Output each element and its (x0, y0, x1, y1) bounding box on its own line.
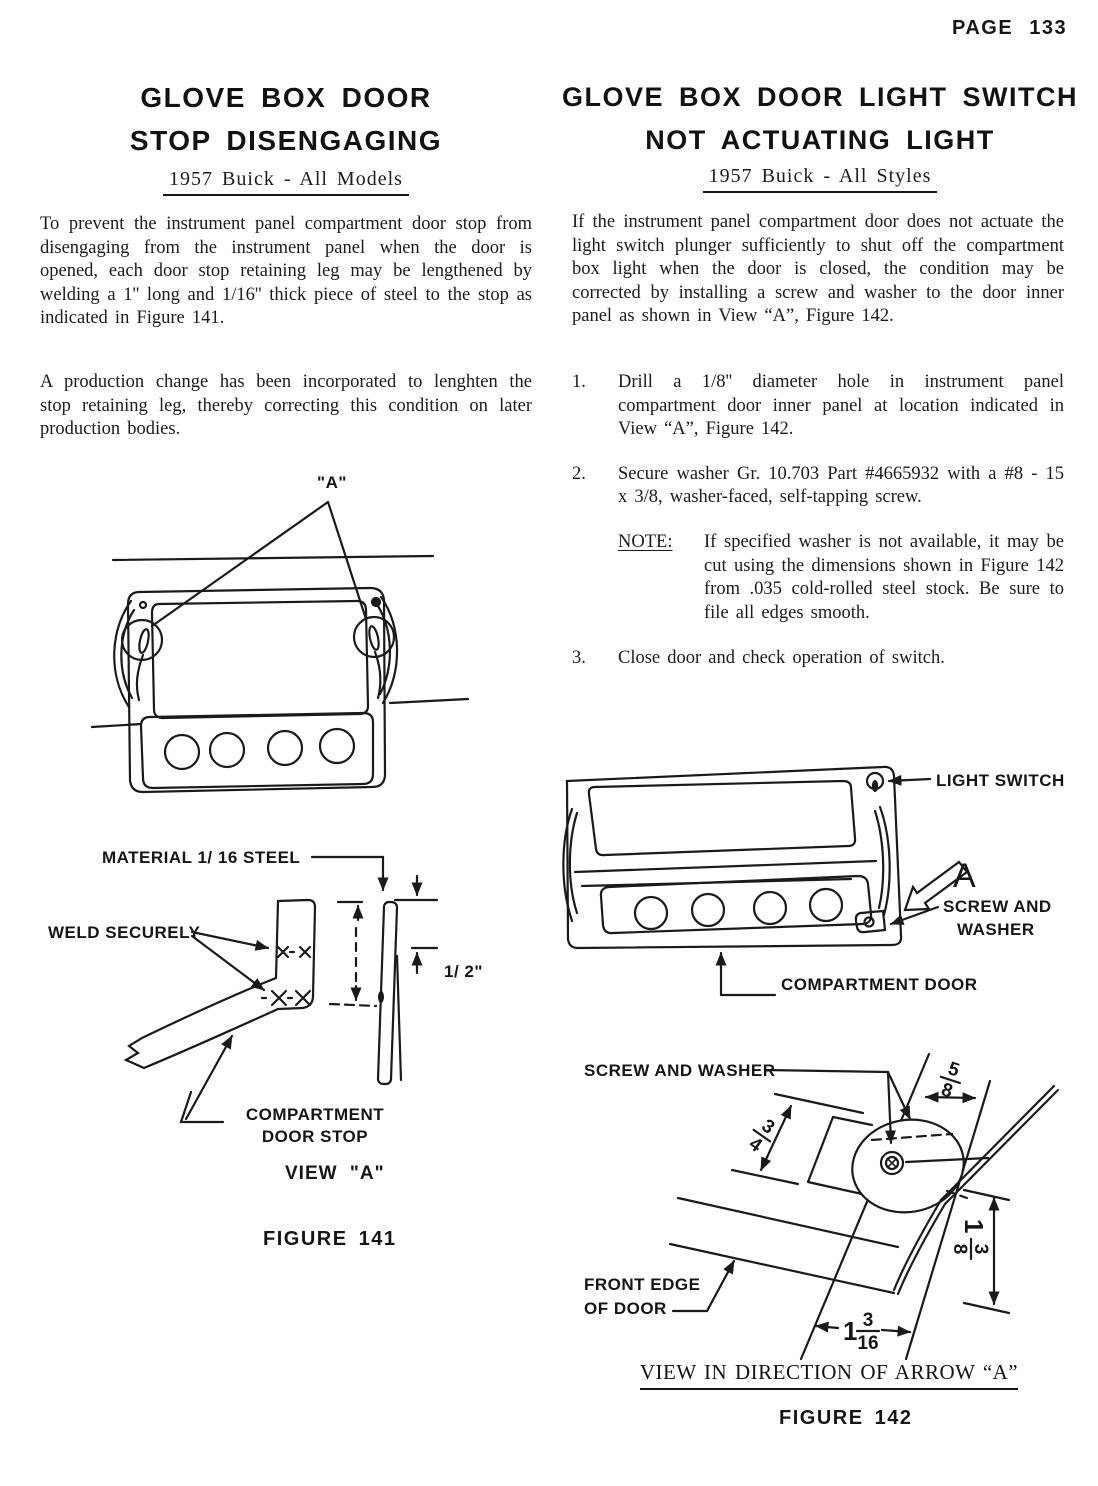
dimension-1-3-8 (949, 1219, 991, 1259)
step-1 (572, 371, 1064, 442)
left-title-line1: GLOVE BOX DOOR (140, 82, 432, 113)
figure-141-callout-a: "A" (317, 473, 347, 492)
right-title-line2: NOT ACTUATING LIGHT (645, 125, 995, 155)
dimension-1-3-16 (843, 1310, 879, 1354)
front-edge-label-line2: OF DOOR (584, 1299, 667, 1318)
right-intro-paragraph: If the instrument panel compartment door does not actuate the light switch plunger sufficiently to shut off the compartment box light when the door is closed, the condition may be corrected by installing a screw and washer to the door inner panel as shown in View “A”, Figure 142. (572, 212, 1064, 327)
svg-text:5: 5 (945, 1058, 962, 1082)
svg-text:3: 3 (862, 1310, 874, 1331)
arrow-a-label: A (953, 857, 976, 895)
screw-and-washer-label-line1: SCREW AND (943, 897, 1052, 916)
view-a-caption: VIEW "A" (285, 1163, 385, 1184)
right-article-title (556, 76, 1084, 162)
figure-141-linework (92, 502, 468, 792)
note-label: NOTE: (618, 531, 673, 552)
weld-securely-label: WELD SECURELY (48, 923, 201, 942)
figure-142-caption: FIGURE 142 (779, 1407, 913, 1429)
compartment-door-label: COMPARTMENT DOOR (781, 975, 978, 994)
compartment-door-stop-label-line2: DOOR STOP (261, 1127, 369, 1146)
svg-text:8: 8 (949, 1243, 970, 1255)
left-paragraph-2: A production change has been incorporated to lenghten the stop retaining leg, thereby correcting this condition on later production bodies. (40, 372, 532, 440)
left-article-title (40, 76, 532, 162)
light-switch-label: LIGHT SWITCH (936, 771, 1065, 790)
front-edge-label-line1: FRONT EDGE (584, 1275, 701, 1294)
right-subtitle: 1957 Buick - All Styles (556, 165, 1084, 193)
left-paragraph-1: To prevent the instrument panel compartment door stop from disengaging from the instrument panel when the door is opened, each door stop retaining leg may be lengthened by welding a 1'' long and 1/16'' thick piece of steel to the stop as indicated in Figure 141. (40, 214, 532, 329)
figure-141-weld-detail-drawing (40, 830, 540, 1162)
svg-text:8: 8 (938, 1079, 956, 1103)
step-2-number: 2. (572, 463, 586, 484)
step-3-number: 3. (572, 648, 586, 669)
left-title-line2: STOP DISENGAGING (129, 125, 443, 156)
svg-text:3: 3 (757, 1115, 779, 1139)
step-2-text: Secure washer Gr. 10.703 Part #4665932 with a #8 - 15 x 3/8, washer-faced, self-tapping screw. (618, 463, 1064, 508)
screw-and-washer-bottom-label: SCREW AND WASHER (584, 1061, 776, 1080)
material-steel-label: MATERIAL 1/ 16 STEEL (102, 848, 301, 867)
figure-142-door-drawing (555, 745, 1095, 1040)
right-title-line1: GLOVE BOX DOOR LIGHT SWITCH (562, 82, 1078, 112)
svg-text:1: 1 (843, 1316, 858, 1346)
weld-detail-linework (126, 857, 437, 1122)
svg-text:4: 4 (744, 1133, 766, 1157)
screw-and-washer-label-line2: WASHER (957, 920, 1035, 939)
step-1-text: Drill a 1/8'' diameter hole in instrument panel compartment door inner panel at location indicated in View “A”, Figure 142. (618, 372, 1064, 440)
half-inch-dimension-label: 1/ 2" (444, 962, 483, 981)
note-text: If specified washer is not available, it may be cut using the dimensions shown in Figure 142 from .035 cold-rolled steel stock. Be sure to file all edges smooth. (704, 531, 1064, 623)
page-number: PAGE 133 (952, 17, 1068, 39)
compartment-door-stop-label-line1: COMPARTMENT (245, 1105, 385, 1124)
note-block (618, 531, 1064, 625)
svg-text:3: 3 (970, 1243, 991, 1255)
step-3 (572, 647, 1064, 671)
svg-text:1: 1 (959, 1219, 989, 1234)
step-3-text: Close door and check operation of switch. (618, 648, 945, 669)
figure-142-washer-detail-drawing (560, 1040, 1098, 1358)
svg-text:16: 16 (857, 1333, 879, 1354)
step-1-number: 1. (572, 372, 586, 392)
view-in-direction-caption: VIEW IN DIRECTION OF ARROW “A” (560, 1360, 1098, 1390)
figure-141-door-drawing (40, 455, 540, 805)
left-subtitle: 1957 Buick - All Models (40, 168, 532, 196)
right-step-list (572, 371, 1064, 692)
figure-141-caption: FIGURE 141 (263, 1228, 397, 1250)
step-2 (572, 463, 1064, 510)
figure-142-door-linework (563, 767, 967, 995)
